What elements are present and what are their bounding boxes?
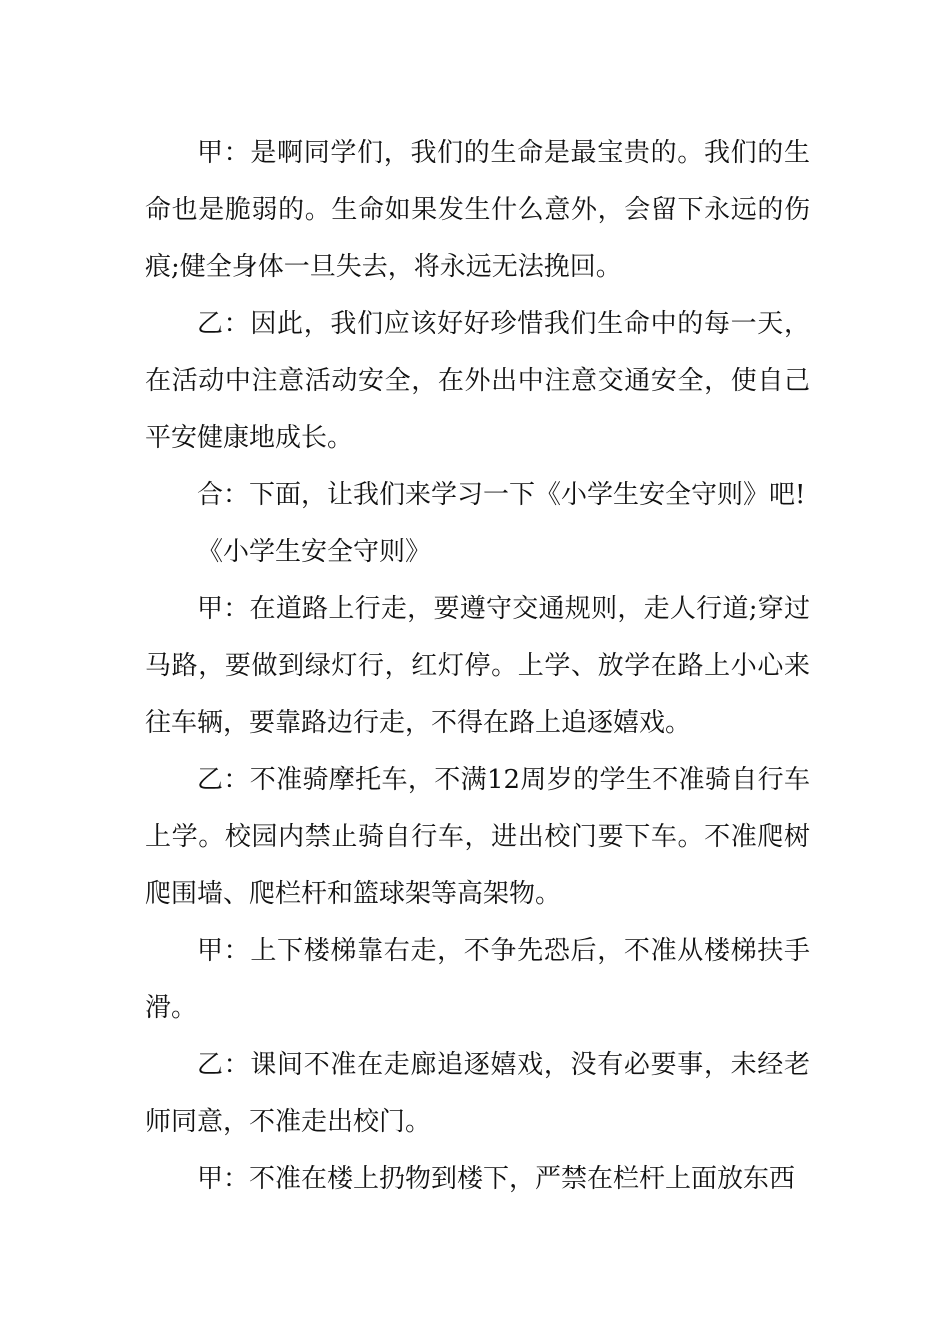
paragraph-bicycle-rules: 乙：不准骑摩托车，不满12周岁的学生不准骑自行车上学。校园内禁止骑自行车，进出校门要下车。不准爬树爬围墙、爬栏杆和篮球架等高架物。: [145, 765, 810, 909]
paragraph-stairs-rules: 甲：上下楼梯靠右走，不争先恐后，不准从楼梯扶手滑。: [145, 936, 810, 1023]
paragraph-road-rules: 甲：在道路上行走，要遵守交通规则，走人行道;穿过马路，要做到绿灯行，红灯停。上学、放学在路上小心来往车辆，要靠路边行走，不得在路上追逐嬉戏。: [145, 594, 810, 738]
document-body: [145, 125, 810, 1208]
section-title-safety-rules: 《小学生安全守则》: [197, 537, 432, 567]
paragraph-throwing-rules: 甲：不准在楼上扔物到楼下，严禁在栏杆上面放东西: [197, 1164, 796, 1194]
paragraph-corridor-rules: 乙：课间不准在走廊追逐嬉戏，没有必要事，未经老师同意，不准走出校门。: [145, 1050, 810, 1137]
paragraph-cherish-life: 乙：因此，我们应该好好珍惜我们生命中的每一天，在活动中注意活动安全，在外出中注意交通安全，使自己平安健康地成长。: [145, 309, 810, 453]
paragraph-intro-rules: 合：下面，让我们来学习一下《小学生安全守则》吧!: [197, 480, 806, 510]
paragraph-life-precious: 甲：是啊同学们，我们的生命是最宝贵的。我们的生命也是脆弱的。生命如果发生什么意外，会留下永远的伤痕;健全身体一旦失去，将永远无法挽回。: [145, 138, 810, 282]
